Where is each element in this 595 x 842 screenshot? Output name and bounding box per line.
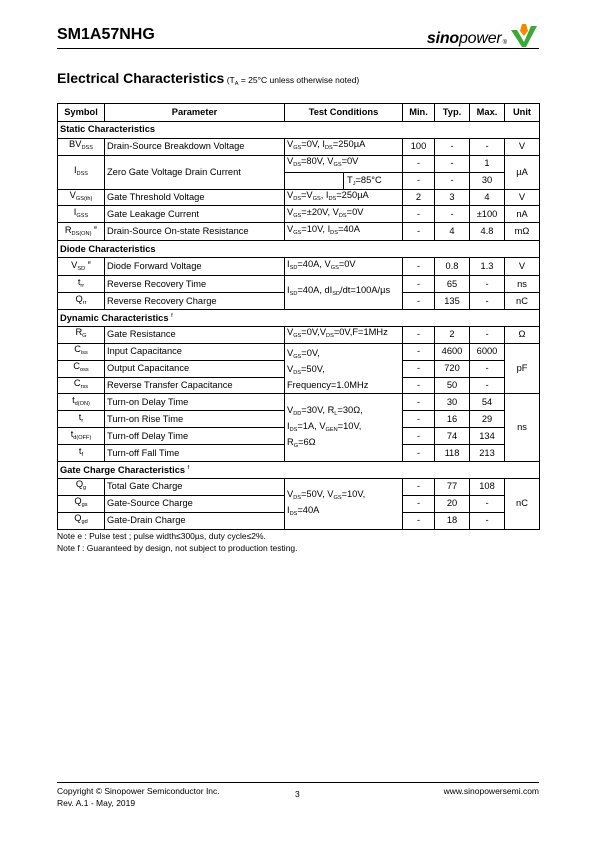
- table-row: $V_{SD}$ $^e$ Diode Forward Voltage $I_{SD}=40A$, $V_{GS}=0V$ - 0.8 1.3 V: [58, 258, 540, 276]
- section-row-gate-charge: Gate Charge Characteristics $^f$: [58, 462, 540, 479]
- table-row: $C_{oss}$ Output Capacitance - 720 -: [58, 360, 540, 377]
- footer-left: [57, 786, 220, 809]
- header-max: Max.: [470, 104, 505, 122]
- table-row: $Q_{gs}$ Gate-Source Charge - 20 -: [58, 495, 540, 512]
- header-parameter: Parameter: [105, 104, 285, 122]
- table-row: $Q_g$ Total Gate Charge $V_{DS}=50V$, $V_{GS}=10V$, $I_{DS}=40A$ - 77 108 nC: [58, 478, 540, 495]
- table-row: $Q_{rr}$ Reverse Recovery Charge - 135 - nC: [58, 293, 540, 310]
- table-row: $t_{rr}$ Reverse Recovery Time $I_{SD}=40A$, $dI_{SD}/dt=100A/\mu s$ - 65 - ns: [58, 276, 540, 293]
- table-header-row: [58, 104, 540, 122]
- table-row: $R_G$ Gate Resistance $V_{GS}=0V,V_{DS}=0V,F=1MHz$ - 2 - Ω: [58, 326, 540, 343]
- logo-mark-icon: [509, 22, 539, 48]
- table-row: $t_{d(ON)}$ Turn-on Delay Time $V_{DD}=30V$, $R_L=30\Omega$, $I_{DS}=1A$, $V_{GEN}=10V$, $R_G=6\Omega$ - 30 54 ns: [58, 394, 540, 411]
- note-f: Note f : Guaranteed by design, not subject to production testing.: [57, 542, 298, 553]
- part-number: SM1A57NHG: [57, 26, 155, 43]
- website-link[interactable]: www.sinopowersemi.com: [443, 786, 539, 796]
- table-row: $I_{DSS}$ Zero Gate Voltage Drain Current $V_{DS}=80V$, $V_{GS}=0V$ - - 1 µA: [58, 155, 540, 172]
- table-row: $R_{DS(ON)}$ $^e$ Drain-Source On-state Resistance $V_{GS}=10V$, $I_{DS}=40A$ - 4 4.8 mΩ: [58, 223, 540, 241]
- table-row: $I_{GSS}$ Gate Leakage Current $V_{GS}=\pm 20V$, $V_{DS}=0V$ - - ±100 nA: [58, 206, 540, 223]
- section-row-static: Static Characteristics: [58, 122, 540, 139]
- footer-rule: [57, 782, 539, 783]
- table-row: $Q_{gd}$ Gate-Drain Charge - 18 -: [58, 512, 540, 529]
- table-row: $T_J=85^\circ C$ - - 30: [58, 172, 540, 189]
- table-row: $t_r$ Turn-on Rise Time - 16 29: [58, 411, 540, 428]
- header-symbol: Symbol: [58, 104, 105, 122]
- table-row: $BV_{DSS}$ Drain-Source Breakdown Voltage $V_{GS}=0V$, $I_{DS}=250\mu A$ 100 - - V: [58, 138, 540, 155]
- table-row: $C_{rss}$ Reverse Transfer Capacitance - 50 -: [58, 377, 540, 394]
- table-row: $C_{iss}$ Input Capacitance $V_{GS}=0V$, $V_{DS}=50V$, Frequency=1.0MHz - 4600 6000 pF: [58, 343, 540, 360]
- logo-wordmark: sinopower: [426, 30, 502, 47]
- header-min: Min.: [403, 104, 435, 122]
- section-row-dynamic: Dynamic Characteristics $^f$: [58, 310, 540, 327]
- section-title: Electrical Characteristics ($T_A = 25^\circ C$ unless otherwise noted): [57, 70, 360, 87]
- copyright: Copyright © Sinopower Semiconductor Inc.: [57, 786, 220, 796]
- header-test-conditions: Test Conditions: [285, 104, 403, 122]
- revision: Rev. A.1 - May, 2019: [57, 797, 136, 808]
- electrical-characteristics-table: [57, 103, 540, 530]
- table-row: $t_f$ Turn-off Fall Time - 118 213: [58, 445, 540, 462]
- page-number: 3: [295, 789, 300, 799]
- registered-mark: ®: [502, 40, 507, 46]
- header-rule: [57, 48, 539, 49]
- table-row: $V_{GS(th)}$ Gate Threshold Voltage $V_{DS}=V_{GS}$, $I_{DS}=250\mu A$ 2 3 4 V: [58, 189, 540, 206]
- sinopower-logo: [427, 20, 539, 48]
- notes: [57, 531, 298, 554]
- header-unit: Unit: [505, 104, 540, 122]
- table-row: $t_{d(OFF)}$ Turn-off Delay Time - 74 134: [58, 428, 540, 445]
- note-e: Note e : Pulse test ; pulse width≤300µs, duty cycle≤2%.: [57, 531, 266, 541]
- section-row-diode: Diode Characteristics: [58, 241, 540, 258]
- header-typ: Typ.: [435, 104, 470, 122]
